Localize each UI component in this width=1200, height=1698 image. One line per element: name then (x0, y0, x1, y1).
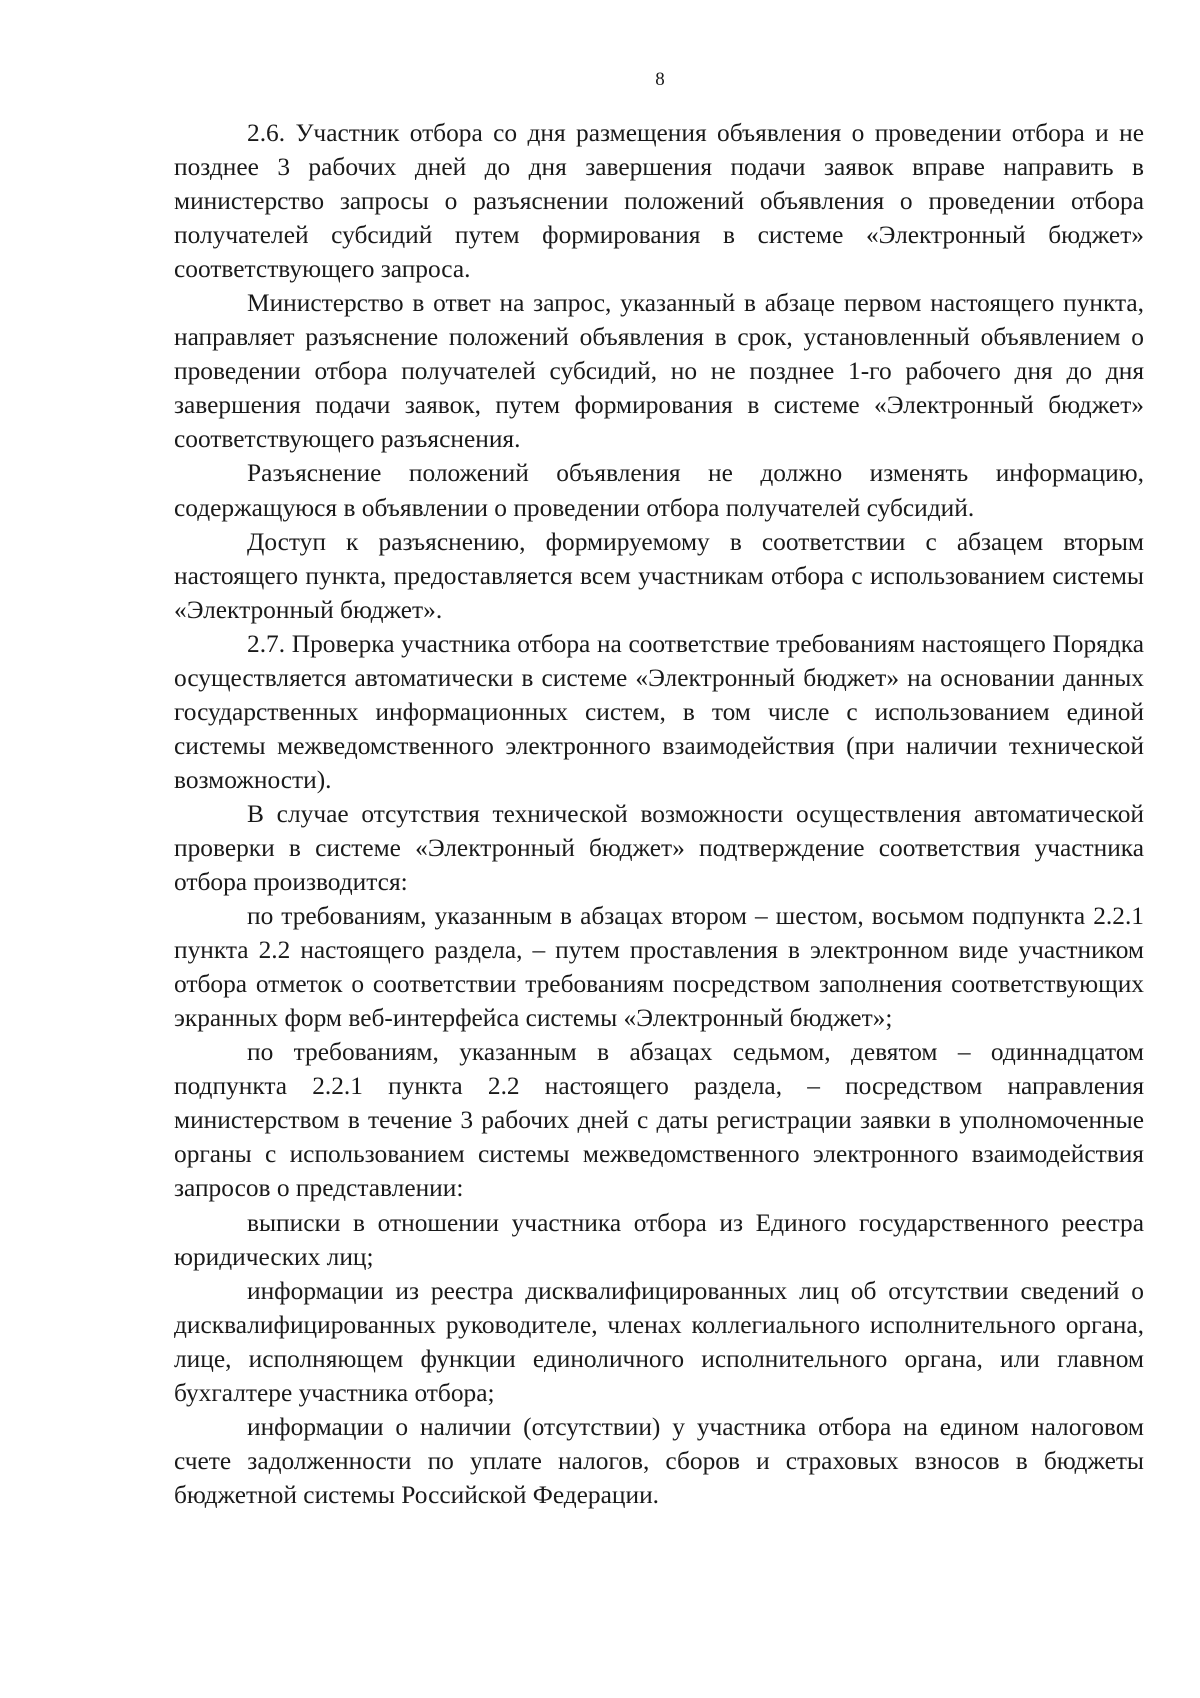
paragraph-clarification-access: Доступ к разъяснению, формируемому в соответствии с абзацем вторым настоящего пункта, предоставляется всем участникам отбора с использованием системы «Электронный бюджет». (174, 527, 1144, 624)
page-number: 8 (655, 69, 665, 90)
paragraph-ministry-response: Министерство в ответ на запрос, указанный в абзаце первом настоящего пункта, направляет разъяснение положений объявления в срок, установленный объявлением о проведении отбора получателей субсидий, но не позднее 1-го рабочего дня до дня завершения подачи заявок, путем формирования в системе «Электронный бюджет» соответствующего разъяснения. (174, 289, 1144, 454)
paragraph-clarification-limits: Разъяснение положений объявления не должно изменять информацию, содержащуюся в объявлении о проведении отбора получателей субсидий. (174, 459, 1144, 522)
paragraph-requirements-requests: по требованиям, указанным в абзацах седьмом, девятом – одиннадцатом подпункта 2.2.1 пункта 2.2 настоящего раздела, – посредством направления министерством в течение 3 рабочих дней с даты регистрации заявки в уполномоченные органы с использованием системы межведомственного электронного взаимодействия запросов о представлении: (174, 1038, 1144, 1203)
paragraph-egrul-extract: выписки в отношении участника отбора из Единого государственного реестра юридических лиц; (174, 1208, 1144, 1271)
paragraph-2-6: 2.6. Участник отбора со дня размещения объявления о проведении отбора и не позднее 3 рабочих дней до дня завершения подачи заявок вправе направить в министерство запросы о разъяснении положений объявления о проведении отбора получателей субсидий путем формирования в системе «Электронный бюджет» соответствующего запроса. (174, 119, 1144, 284)
document-body (174, 116, 1144, 1512)
paragraph-requirements-marks: по требованиям, указанным в абзацах втором – шестом, восьмом подпункта 2.2.1 пункта 2.2 настоящего раздела, – путем проставления в электронном виде участником отбора отметок о соответствии требованиям посредством заполнения соответствующих экранных форм веб-интерфейса системы «Электронный бюджет»; (174, 902, 1144, 1033)
paragraph-2-7: 2.7. Проверка участника отбора на соответствие требованиям настоящего Порядка осуществляется автоматически в системе «Электронный бюджет» на основании данных государственных информационных систем, в том числе с использованием единой системы межведомственного электронного взаимодействия (при наличии технической возможности). (174, 629, 1144, 794)
paragraph-tax-debt-info: информации о наличии (отсутствии) у участника отбора на едином налоговом счете задолженности по уплате налогов, сборов и страховых взносов в бюджеты бюджетной системы Российской Федерации. (174, 1412, 1144, 1509)
paragraph-disqualified-register: информации из реестра дисквалифицированных лиц об отсутствии сведений о дисквалифицированных руководителе, членах коллегиального исполнительного органа, лице, исполняющем функции единоличного исполнительного органа, или главном бухгалтере участника отбора; (174, 1276, 1144, 1407)
paragraph-no-automatic-check: В случае отсутствия технической возможности осуществления автоматической проверки в системе «Электронный бюджет» подтверждение соответствия участника отбора производится: (174, 799, 1144, 897)
